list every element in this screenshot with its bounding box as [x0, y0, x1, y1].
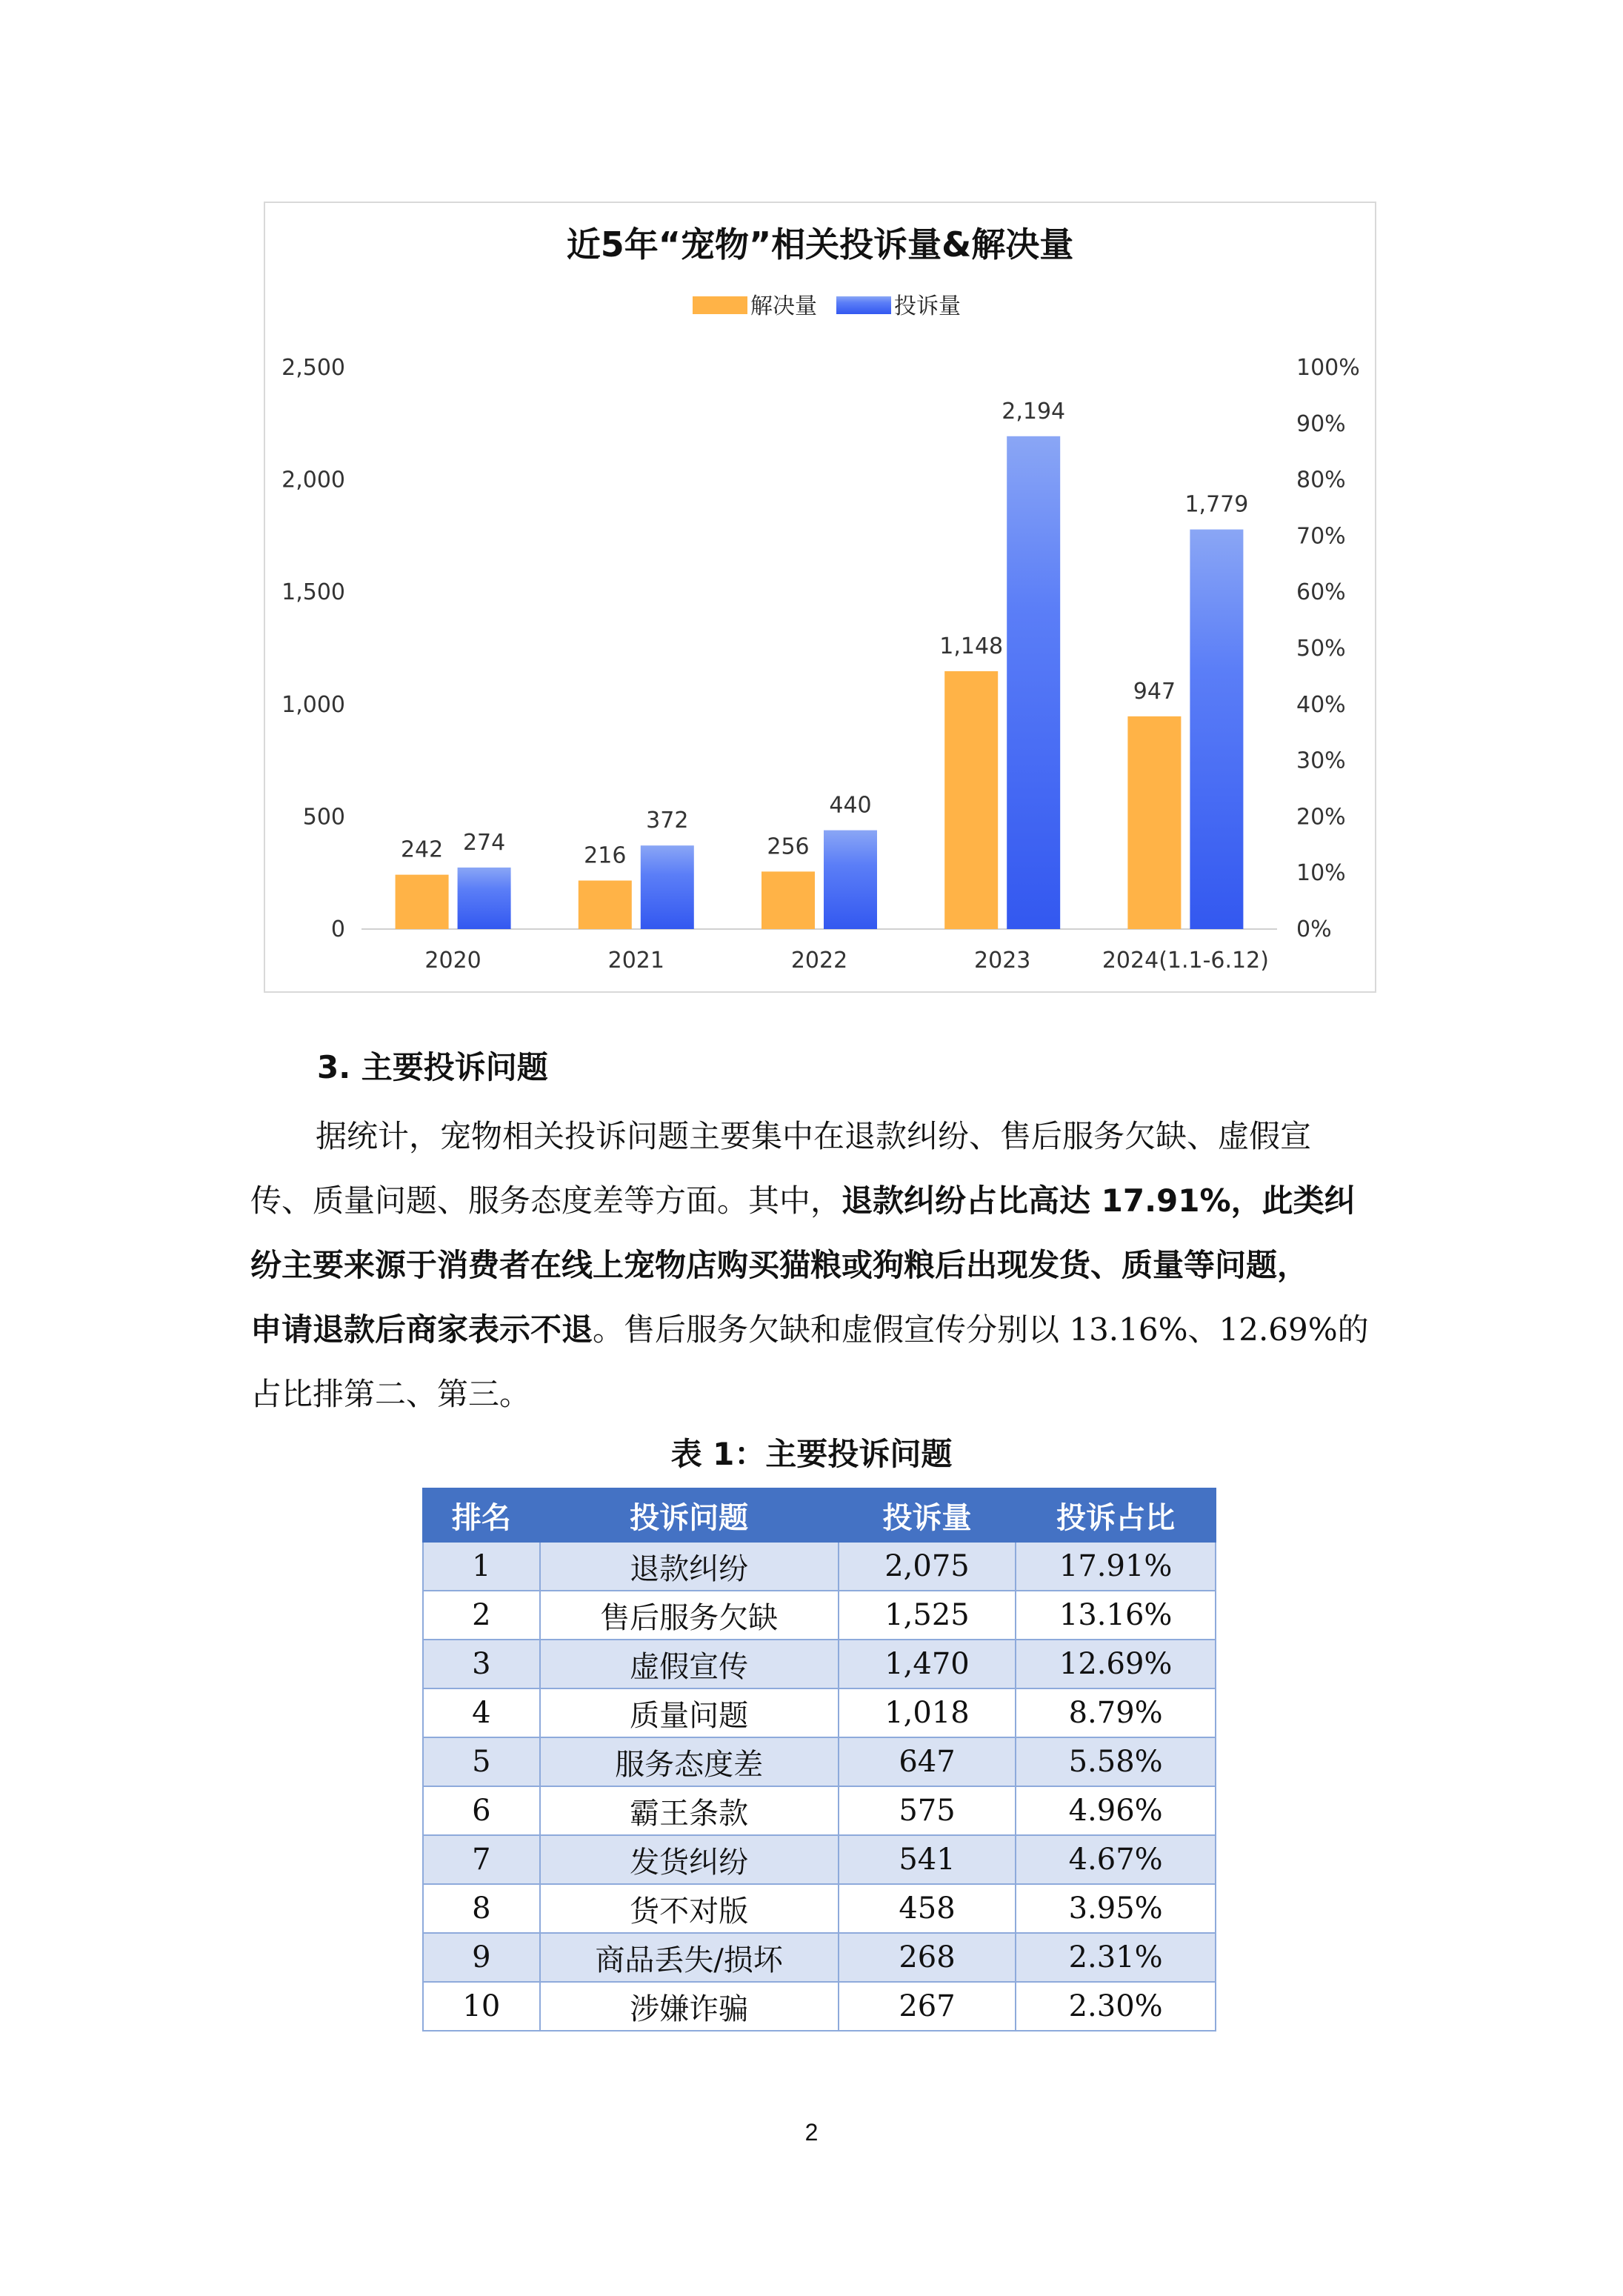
paragraph-emphasis: 申请退款后商家表示不退 — [250, 1311, 593, 1348]
legend-label-resolved: 解决量 — [750, 293, 817, 319]
y2-axis-tick-label: 80% — [1296, 467, 1346, 493]
header-issue: 投诉问题 — [540, 1488, 839, 1542]
cell-issue: 质量问题 — [540, 1688, 839, 1737]
bar-complaints — [641, 845, 694, 929]
header-count: 投诉量 — [839, 1488, 1016, 1542]
header-rank: 排名 — [423, 1488, 540, 1542]
cell-count: 268 — [839, 1933, 1016, 1982]
data-label-complaints: 1,779 — [1184, 491, 1249, 518]
cell-issue: 商品丢失/损坏 — [540, 1933, 839, 1982]
cell-count: 2,075 — [839, 1542, 1016, 1591]
y2-axis-tick-label: 70% — [1296, 523, 1346, 550]
table-row — [423, 1884, 1216, 1933]
legend-label-complaints: 投诉量 — [894, 293, 961, 319]
table-row — [423, 1591, 1216, 1640]
cell-rank: 9 — [423, 1933, 540, 1982]
y-axis-tick-label: 2,500 — [281, 355, 345, 381]
data-label-resolved: 216 — [584, 842, 627, 869]
cell-count: 267 — [839, 1982, 1016, 2031]
data-label-complaints: 372 — [646, 808, 689, 834]
cell-share: 2.31% — [1016, 1933, 1216, 1982]
complaint-chart — [264, 202, 1376, 993]
table-row — [423, 1640, 1216, 1688]
bar-resolved — [579, 881, 632, 929]
bar-resolved — [944, 671, 998, 929]
cell-issue: 霸王条款 — [540, 1786, 839, 1835]
cell-rank: 10 — [423, 1982, 540, 2031]
y-axis-tick-label: 1,000 — [281, 691, 345, 718]
cell-rank: 4 — [423, 1688, 540, 1737]
paragraph-line: 占比排第二、第三。 — [250, 1376, 531, 1412]
data-label-complaints: 440 — [829, 792, 872, 819]
y2-axis-tick-label: 20% — [1296, 804, 1346, 831]
cell-rank: 8 — [423, 1884, 540, 1933]
section-heading: 3. 主要投诉问题 — [317, 1049, 548, 1085]
cell-share: 4.67% — [1016, 1835, 1216, 1884]
table-row — [423, 1737, 1216, 1786]
cell-rank: 6 — [423, 1786, 540, 1835]
cell-count: 458 — [839, 1884, 1016, 1933]
y-axis-tick-label: 0 — [330, 916, 345, 942]
chart-canvas — [265, 203, 1375, 991]
paragraph-emphasis: 退款纠纷占比高达 17.91%，此类纠 — [842, 1182, 1356, 1219]
header-share: 投诉占比 — [1016, 1488, 1216, 1542]
cell-share: 5.58% — [1016, 1737, 1216, 1786]
cell-rank: 3 — [423, 1640, 540, 1688]
paragraph-text: 传、质量问题、服务态度差等方面。其中， — [250, 1182, 842, 1219]
table-row — [423, 1835, 1216, 1884]
y-axis-tick-label: 500 — [302, 804, 345, 831]
data-label-resolved: 242 — [400, 836, 444, 863]
bar-resolved — [1127, 716, 1181, 929]
y2-axis-tick-label: 10% — [1296, 860, 1346, 887]
cell-issue: 涉嫌诈骗 — [540, 1982, 839, 2031]
page-number: 2 — [804, 2119, 819, 2146]
y2-axis-tick-label: 100% — [1296, 355, 1360, 381]
table-row — [423, 1542, 1216, 1591]
cell-issue: 售后服务欠缺 — [540, 1591, 839, 1640]
cell-issue: 退款纠纷 — [540, 1542, 839, 1591]
data-label-resolved: 1,148 — [939, 633, 1004, 659]
cell-rank: 7 — [423, 1835, 540, 1884]
data-label-resolved: 947 — [1133, 678, 1176, 705]
data-label-resolved: 256 — [767, 833, 810, 860]
x-axis-tick-label: 2020 — [424, 948, 481, 974]
paragraph-line: 据统计，宠物相关投诉问题主要集中在退款纠纷、售后服务欠缺、虚假宣 — [316, 1118, 1312, 1154]
cell-issue: 货不对版 — [540, 1884, 839, 1933]
cell-share: 17.91% — [1016, 1542, 1216, 1591]
y2-axis-tick-label: 90% — [1296, 410, 1346, 437]
y-axis-tick-label: 1,500 — [281, 579, 345, 606]
x-axis-tick-label: 2023 — [974, 948, 1031, 974]
cell-count: 647 — [839, 1737, 1016, 1786]
y2-axis-tick-label: 50% — [1296, 636, 1346, 662]
cell-issue: 服务态度差 — [540, 1737, 839, 1786]
x-axis-tick-label: 2024(1.1-6.12) — [1102, 948, 1269, 974]
bar-complaints — [1190, 530, 1243, 929]
data-label-complaints: 2,194 — [1002, 398, 1066, 425]
cell-rank: 5 — [423, 1737, 540, 1786]
x-axis-tick-label: 2021 — [607, 948, 664, 974]
y2-axis-tick-label: 40% — [1296, 691, 1346, 718]
paragraph-text: 。售后服务欠缺和虚假宣传分别以 13.16%、12.69%的 — [593, 1311, 1369, 1348]
cell-share: 4.96% — [1016, 1786, 1216, 1835]
cell-share: 13.16% — [1016, 1591, 1216, 1640]
cell-count: 1,470 — [839, 1640, 1016, 1688]
cell-issue: 虚假宣传 — [540, 1640, 839, 1688]
paragraph-emphasis: 纷主要来源于消费者在线上宠物店购买猫粮或狗粮后出现发货、质量等问题， — [250, 1247, 1309, 1283]
y-axis-tick-label: 2,000 — [281, 467, 345, 493]
cell-count: 1,525 — [839, 1591, 1016, 1640]
data-label-complaints: 274 — [462, 829, 506, 856]
cell-count: 575 — [839, 1786, 1016, 1835]
table-header-row — [423, 1488, 1216, 1542]
legend-swatch-complaints — [836, 296, 891, 314]
chart-title: 近5年“宠物”相关投诉量&解决量 — [566, 224, 1074, 264]
cell-share: 3.95% — [1016, 1884, 1216, 1933]
bar-resolved — [761, 871, 815, 929]
legend-swatch-resolved — [693, 296, 747, 314]
bar-complaints — [1007, 436, 1060, 929]
bar-resolved — [396, 875, 449, 929]
y2-axis-tick-label: 30% — [1296, 748, 1346, 774]
cell-share: 8.79% — [1016, 1688, 1216, 1737]
table-row — [423, 1982, 1216, 2031]
y2-axis-tick-label: 60% — [1296, 579, 1346, 606]
cell-rank: 1 — [423, 1542, 540, 1591]
table-caption: 表 1：主要投诉问题 — [670, 1436, 953, 1472]
body-paragraph — [250, 1104, 1391, 1426]
table-row — [423, 1786, 1216, 1835]
table-row — [423, 1933, 1216, 1982]
cell-share: 2.30% — [1016, 1982, 1216, 2031]
cell-rank: 2 — [423, 1591, 540, 1640]
paragraph-line — [250, 1297, 1391, 1362]
x-axis-tick-label: 2022 — [790, 948, 848, 974]
cell-issue: 发货纠纷 — [540, 1835, 839, 1884]
cell-count: 541 — [839, 1835, 1016, 1884]
y2-axis-tick-label: 0% — [1296, 916, 1332, 942]
paragraph-line — [250, 1233, 1391, 1297]
table-row — [423, 1688, 1216, 1737]
cell-share: 12.69% — [1016, 1640, 1216, 1688]
cell-count: 1,018 — [839, 1688, 1016, 1737]
bar-complaints — [458, 868, 511, 929]
complaint-issues-table — [422, 1488, 1216, 2032]
paragraph-line — [250, 1168, 1391, 1233]
bar-complaints — [824, 831, 877, 929]
